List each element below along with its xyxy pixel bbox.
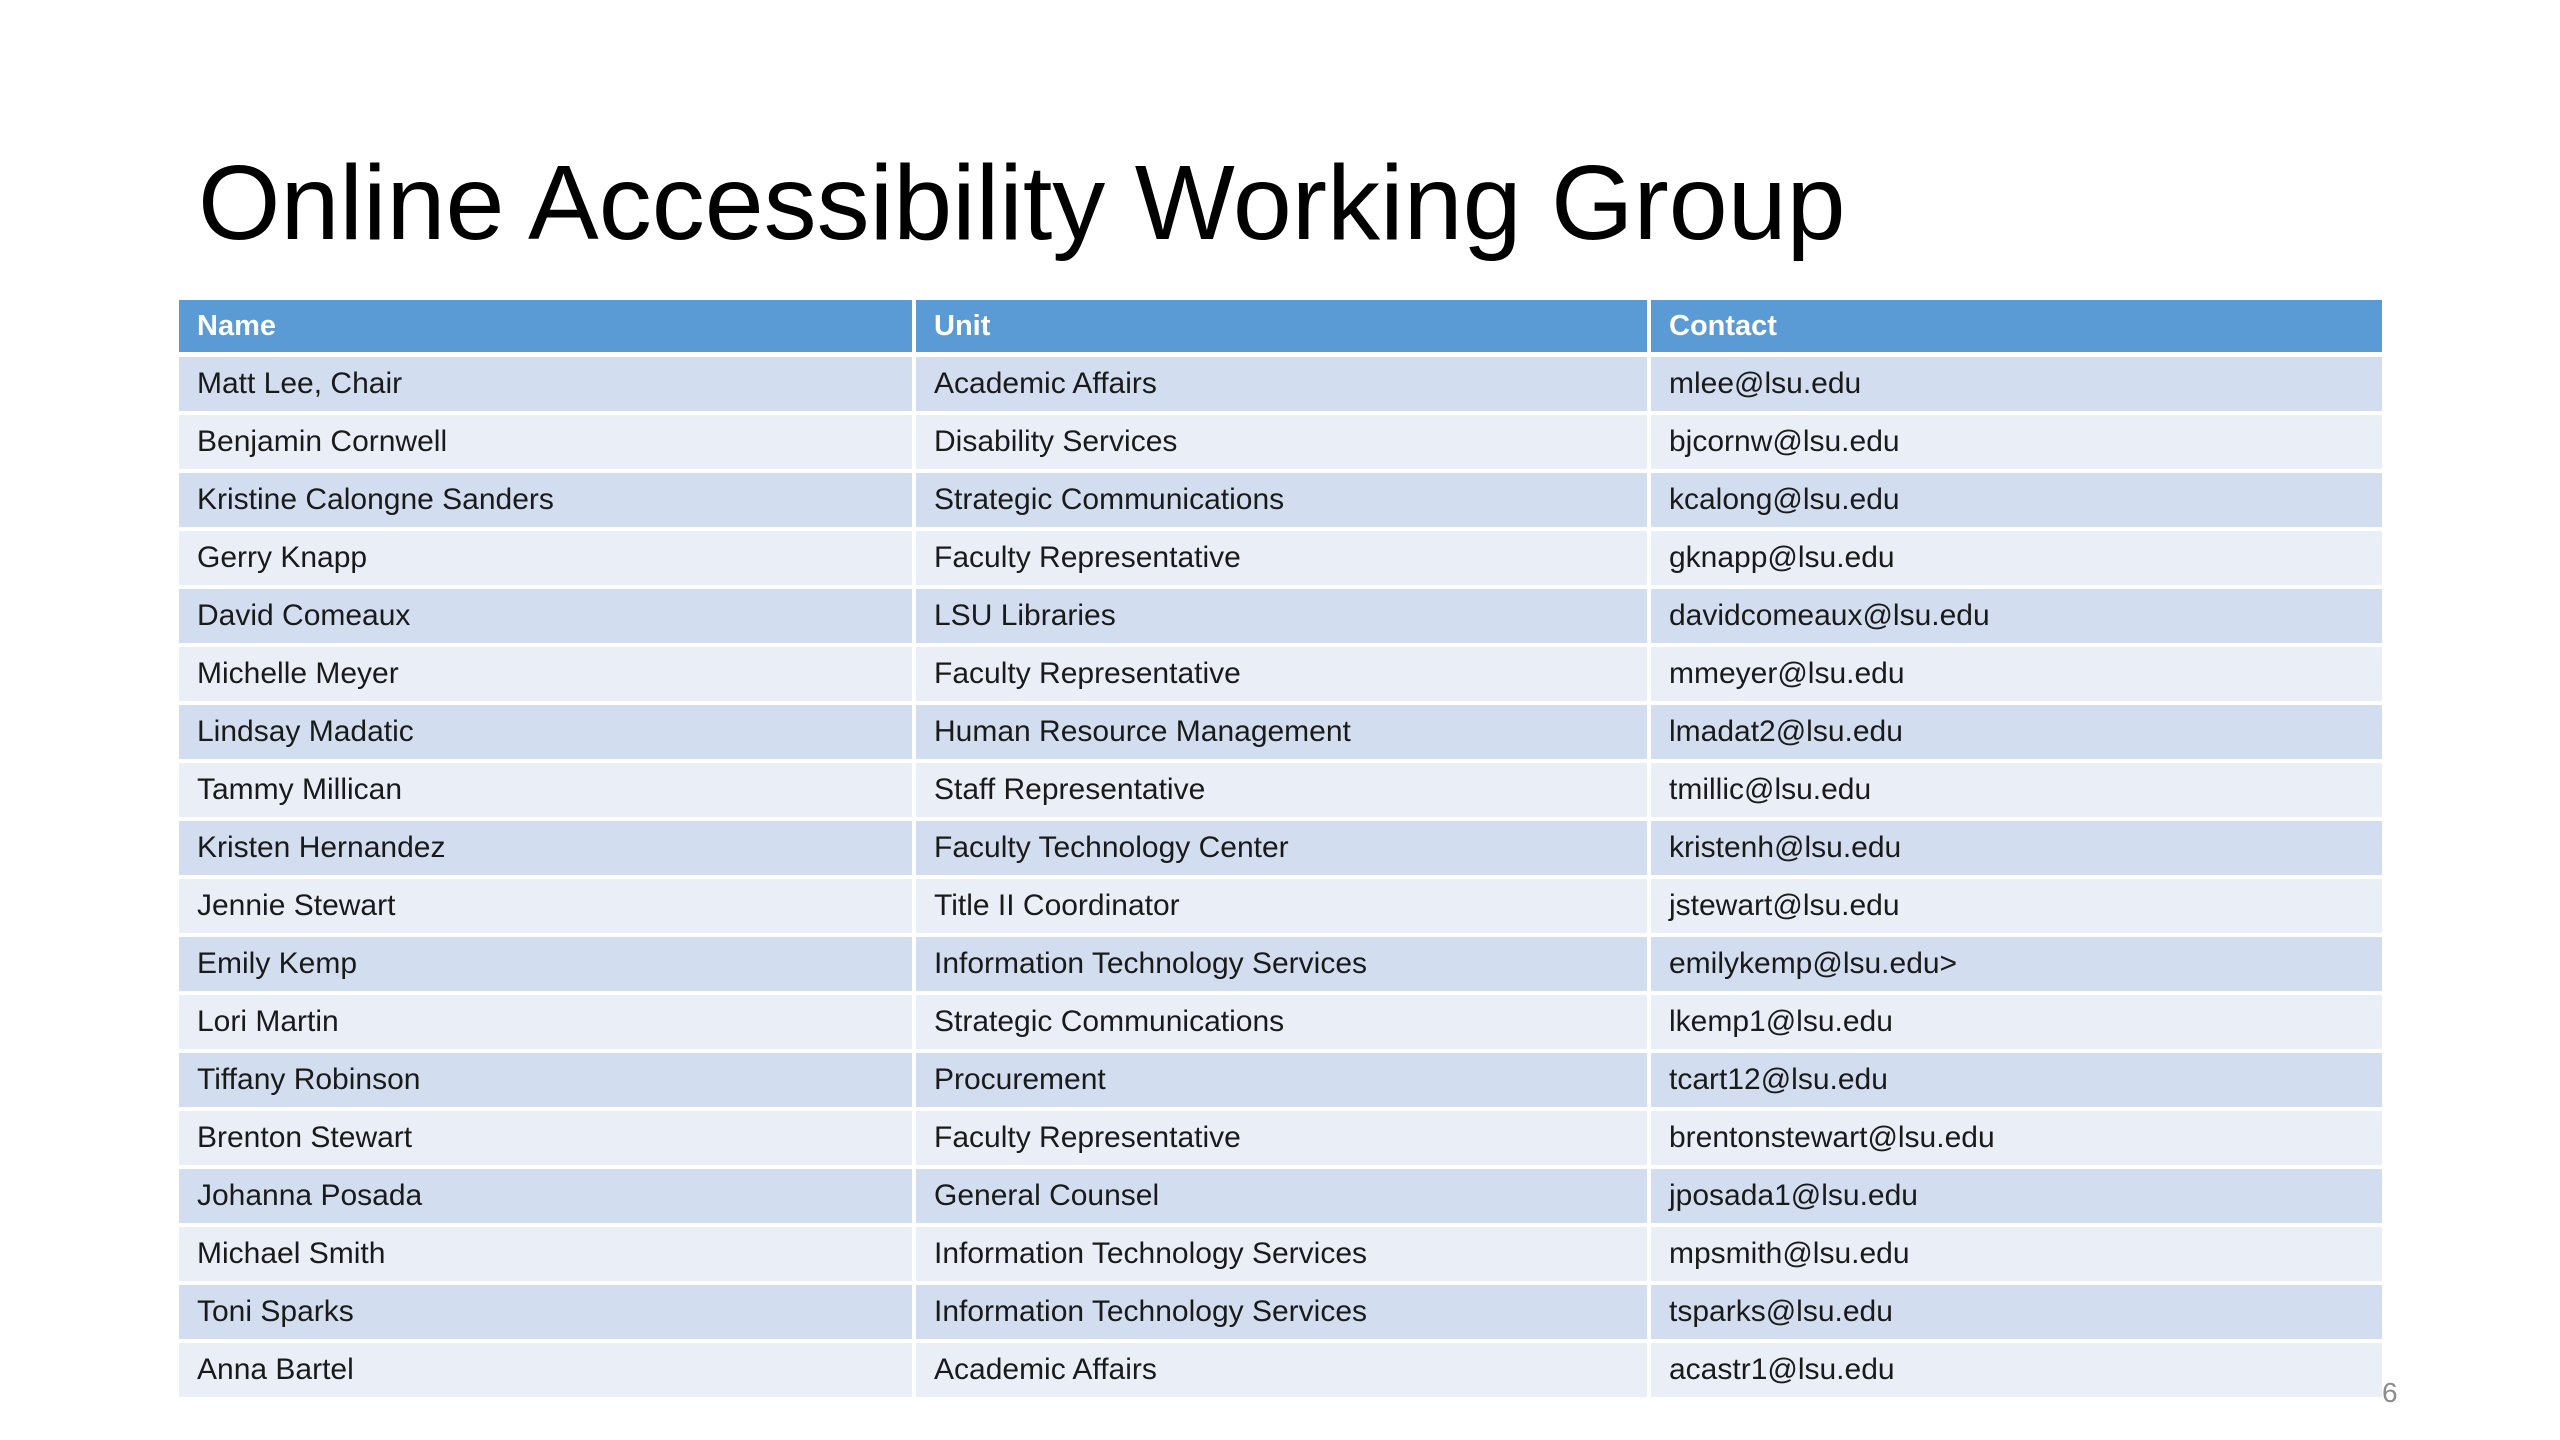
table-row bbox=[179, 761, 2382, 819]
table-row bbox=[179, 993, 2382, 1051]
cell-unit: Faculty Technology Center bbox=[914, 819, 1649, 877]
page-number: 6 bbox=[2382, 1377, 2398, 1408]
members-table-container bbox=[179, 300, 2382, 1401]
cell-contact: davidcomeaux@lsu.edu bbox=[1649, 587, 2382, 645]
cell-unit: General Counsel bbox=[914, 1167, 1649, 1225]
members-table bbox=[179, 300, 2382, 1401]
cell-unit: Disability Services bbox=[914, 413, 1649, 471]
cell-contact: lmadat2@lsu.edu bbox=[1649, 703, 2382, 761]
table-row bbox=[179, 355, 2382, 414]
cell-unit: Faculty Representative bbox=[914, 529, 1649, 587]
cell-unit: Human Resource Management bbox=[914, 703, 1649, 761]
cell-name: Lori Martin bbox=[179, 993, 914, 1051]
cell-contact: bjcornw@lsu.edu bbox=[1649, 413, 2382, 471]
cell-name: Toni Sparks bbox=[179, 1283, 914, 1341]
cell-name: David Comeaux bbox=[179, 587, 914, 645]
table-row bbox=[179, 413, 2382, 471]
cell-contact: kcalong@lsu.edu bbox=[1649, 471, 2382, 529]
cell-contact: gknapp@lsu.edu bbox=[1649, 529, 2382, 587]
cell-name: Anna Bartel bbox=[179, 1341, 914, 1399]
cell-name: Kristine Calongne Sanders bbox=[179, 471, 914, 529]
cell-name: Johanna Posada bbox=[179, 1167, 914, 1225]
cell-contact: brentonstewart@lsu.edu bbox=[1649, 1109, 2382, 1167]
cell-name: Lindsay Madatic bbox=[179, 703, 914, 761]
cell-name: Kristen Hernandez bbox=[179, 819, 914, 877]
table-row bbox=[179, 645, 2382, 703]
cell-unit: Academic Affairs bbox=[914, 355, 1649, 414]
cell-name: Michael Smith bbox=[179, 1225, 914, 1283]
cell-name: Michelle Meyer bbox=[179, 645, 914, 703]
cell-contact: emilykemp@lsu.edu> bbox=[1649, 935, 2382, 993]
cell-name: Tammy Millican bbox=[179, 761, 914, 819]
cell-name: Gerry Knapp bbox=[179, 529, 914, 587]
cell-unit: Strategic Communications bbox=[914, 471, 1649, 529]
table-row bbox=[179, 703, 2382, 761]
cell-unit: Faculty Representative bbox=[914, 1109, 1649, 1167]
cell-contact: mmeyer@lsu.edu bbox=[1649, 645, 2382, 703]
table-row bbox=[179, 1051, 2382, 1109]
table-row bbox=[179, 1283, 2382, 1341]
table-row bbox=[179, 877, 2382, 935]
column-header-name: Name bbox=[179, 300, 914, 355]
cell-contact: lkemp1@lsu.edu bbox=[1649, 993, 2382, 1051]
table-header-row bbox=[179, 300, 2382, 355]
cell-unit: Procurement bbox=[914, 1051, 1649, 1109]
cell-contact: jposada1@lsu.edu bbox=[1649, 1167, 2382, 1225]
cell-unit: Staff Representative bbox=[914, 761, 1649, 819]
table-row bbox=[179, 1341, 2382, 1399]
table-row bbox=[179, 471, 2382, 529]
cell-contact: tmillic@lsu.edu bbox=[1649, 761, 2382, 819]
cell-contact: mpsmith@lsu.edu bbox=[1649, 1225, 2382, 1283]
cell-unit: Faculty Representative bbox=[914, 645, 1649, 703]
table-row bbox=[179, 935, 2382, 993]
cell-unit: Academic Affairs bbox=[914, 1341, 1649, 1399]
table-row bbox=[179, 529, 2382, 587]
cell-unit: Strategic Communications bbox=[914, 993, 1649, 1051]
table-body bbox=[179, 355, 2382, 1400]
table-header bbox=[179, 300, 2382, 355]
table-row bbox=[179, 1225, 2382, 1283]
cell-name: Jennie Stewart bbox=[179, 877, 914, 935]
cell-name: Tiffany Robinson bbox=[179, 1051, 914, 1109]
cell-unit: Information Technology Services bbox=[914, 935, 1649, 993]
cell-unit: Information Technology Services bbox=[914, 1225, 1649, 1283]
cell-contact: tcart12@lsu.edu bbox=[1649, 1051, 2382, 1109]
cell-contact: acastr1@lsu.edu bbox=[1649, 1341, 2382, 1399]
cell-unit: Title II Coordinator bbox=[914, 877, 1649, 935]
column-header-unit: Unit bbox=[914, 300, 1649, 355]
cell-name: Brenton Stewart bbox=[179, 1109, 914, 1167]
cell-contact: mlee@lsu.edu bbox=[1649, 355, 2382, 414]
cell-unit: LSU Libraries bbox=[914, 587, 1649, 645]
cell-unit: Information Technology Services bbox=[914, 1283, 1649, 1341]
cell-contact: kristenh@lsu.edu bbox=[1649, 819, 2382, 877]
table-row bbox=[179, 1167, 2382, 1225]
slide-title: Online Accessibility Working Group bbox=[198, 144, 1846, 262]
column-header-contact: Contact bbox=[1649, 300, 2382, 355]
table-row bbox=[179, 1109, 2382, 1167]
cell-name: Matt Lee, Chair bbox=[179, 355, 914, 414]
cell-contact: jstewart@lsu.edu bbox=[1649, 877, 2382, 935]
cell-contact: tsparks@lsu.edu bbox=[1649, 1283, 2382, 1341]
cell-name: Emily Kemp bbox=[179, 935, 914, 993]
cell-name: Benjamin Cornwell bbox=[179, 413, 914, 471]
table-row bbox=[179, 819, 2382, 877]
table-row bbox=[179, 587, 2382, 645]
